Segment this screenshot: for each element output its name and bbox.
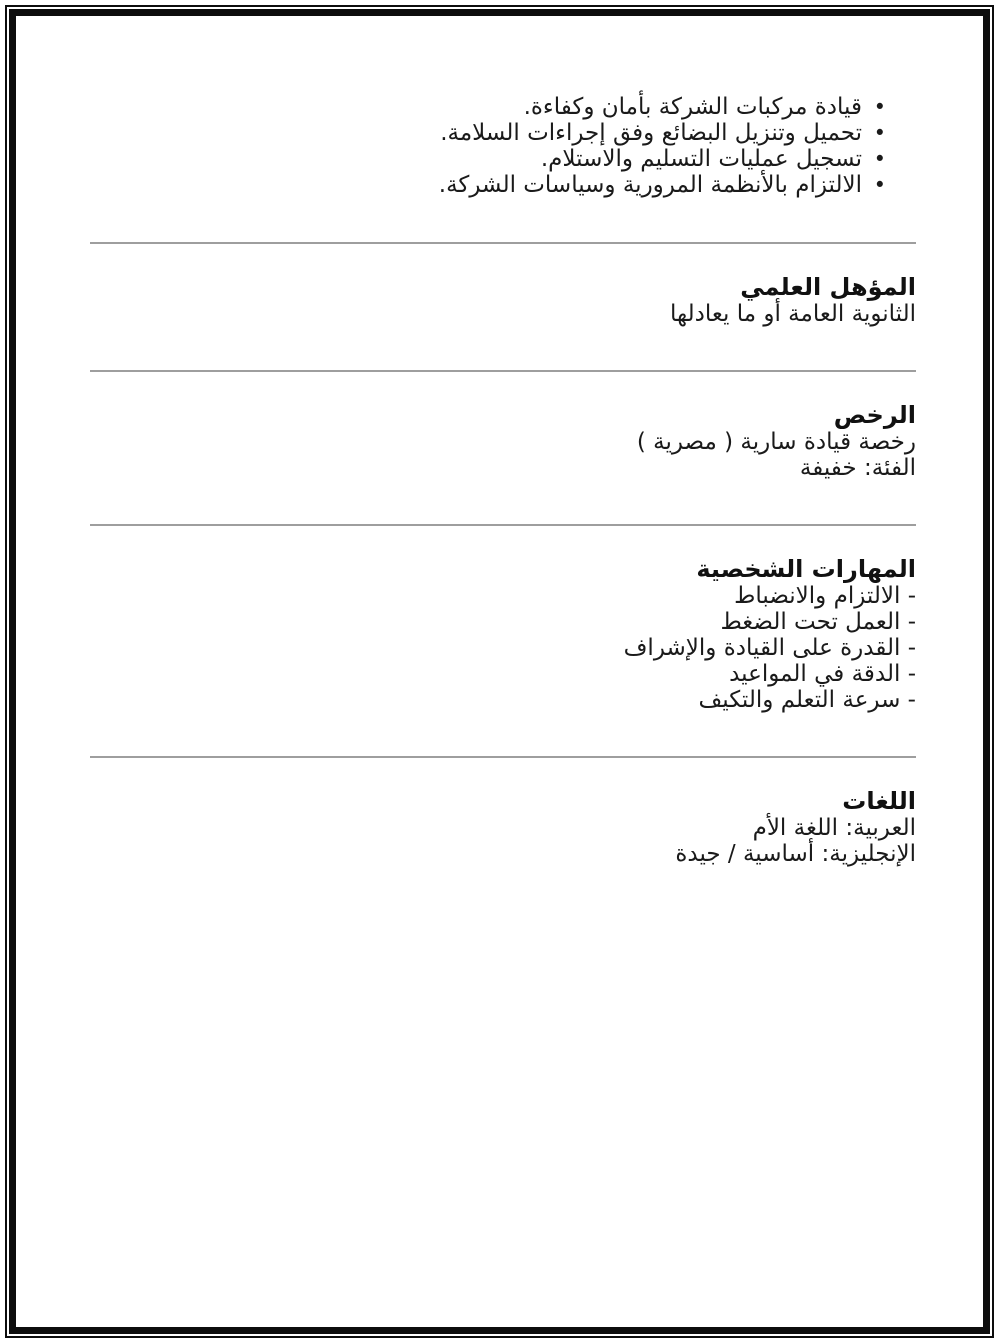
section-title: الرخص [833, 401, 916, 429]
section-line: - الالتزام والانضباط [734, 583, 916, 609]
list-item [90, 120, 886, 146]
bullet-icon: • [873, 147, 886, 171]
page-outer-border [5, 5, 994, 1338]
section-licenses [90, 372, 916, 524]
bullet-icon: • [873, 95, 886, 119]
section-title: المهارات الشخصية [696, 555, 916, 583]
section-line: العربية: اللغة الأم [752, 815, 916, 841]
section-line: رخصة قيادة سارية ( مصرية ) [636, 429, 916, 455]
section-line: الفئة: خفيفة [799, 455, 916, 481]
list-item [90, 172, 886, 198]
responsibility-text: الالتزام بالأنظمة المرورية وسياسات الشركة. [438, 172, 862, 198]
responsibility-text: تسجيل عمليات التسليم والاستلام. [540, 146, 862, 172]
bullet-icon: • [873, 121, 886, 145]
section-title: اللغات [842, 787, 916, 815]
section-line: - القدرة على القيادة والإشراف [623, 635, 916, 661]
section-line: - سرعة التعلم والتكيف [698, 687, 916, 713]
list-item [90, 146, 886, 172]
cv-page-content [16, 16, 983, 1327]
section-education [90, 244, 916, 370]
responsibility-text: تحميل وتنزيل البضائع وفق إجراءات السلامة. [440, 120, 862, 146]
section-title: المؤهل العلمي [740, 273, 916, 301]
responsibility-text: قيادة مركبات الشركة بأمان وكفاءة. [523, 94, 862, 120]
responsibilities-block [90, 94, 916, 242]
section-languages [90, 758, 916, 867]
bullet-icon: • [873, 173, 886, 197]
section-line: الإنجليزية: أساسية / جيدة [675, 841, 916, 867]
page-inner-border [9, 9, 990, 1334]
section-line: الثانوية العامة أو ما يعادلها [670, 301, 916, 327]
section-line: - العمل تحت الضغط [720, 609, 916, 635]
list-item [90, 94, 886, 120]
section-line: - الدقة في المواعيد [729, 661, 916, 687]
responsibilities-list [90, 94, 916, 198]
section-personal-skills [90, 526, 916, 756]
